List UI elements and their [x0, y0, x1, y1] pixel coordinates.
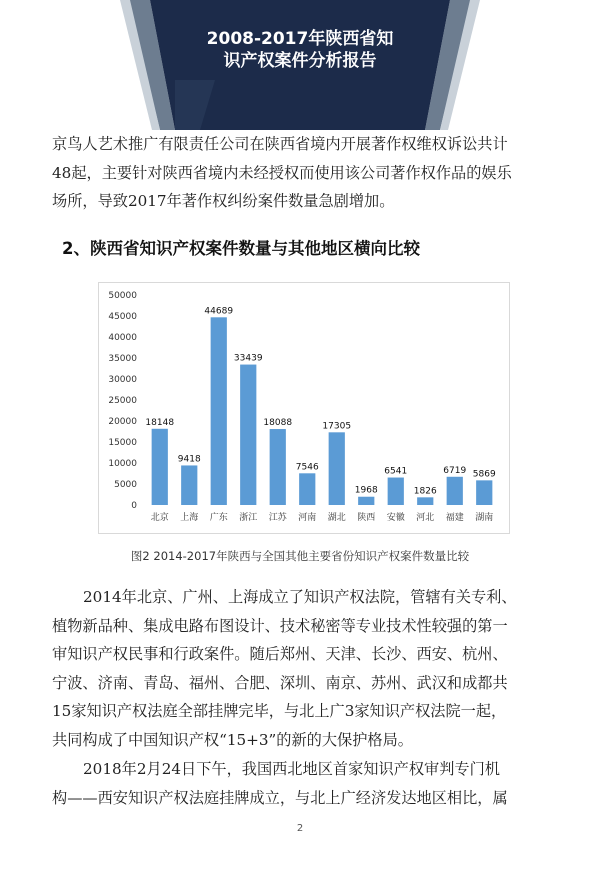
bar-上海 — [181, 465, 197, 505]
text-line: 共同构成了中国知识产权“15+3”的新的大保护格局。 — [52, 730, 413, 749]
data-label: 18148 — [145, 417, 175, 428]
x-category-label: 河南 — [298, 513, 317, 523]
bar-浙江 — [240, 365, 256, 505]
figure-caption: 图2 2014-2017年陕西与全国其他主要省份知识产权案件数量比较 — [130, 549, 470, 563]
x-category-label: 湖南 — [475, 513, 494, 523]
text-line: 京鸟人艺术推广有限责任公司在陕西省境内开展著作权维权诉讼共计 — [52, 135, 508, 153]
bar-chart-canvas — [99, 283, 509, 533]
y-tick-label: 40000 — [108, 333, 137, 343]
bar-北京 — [152, 429, 168, 505]
data-label: 1968 — [354, 485, 378, 496]
intro-paragraph — [52, 130, 552, 216]
data-label: 18088 — [263, 418, 293, 429]
text-line: 构——西安知识产权法庭挂牌成立，与北上广经济发达地区相比，属 — [52, 788, 508, 807]
report-title — [150, 28, 450, 72]
data-label: 17305 — [322, 421, 352, 432]
x-category-label: 广东 — [209, 513, 228, 523]
text-line: 宁波、济南、青岛、福州、合肥、深圳、南京、苏州、武汉和成都共 — [52, 673, 508, 692]
y-tick-label: 45000 — [108, 312, 137, 322]
text-line: 植物新品种、集成电路布图设计、技术秘密等专业技术性较强的第一 — [52, 616, 508, 635]
text-line: 2014年北京、广州、上海成立了知识产权法院，管辖有关专利、 — [83, 588, 517, 606]
y-tick-label: 50000 — [108, 291, 137, 301]
data-label: 7546 — [295, 462, 319, 473]
y-tick-label: 10000 — [108, 459, 137, 469]
section-heading: 2、陕西省知识产权案件数量与其他地区横向比较 — [62, 239, 420, 258]
body-paragraph-1 — [52, 583, 552, 754]
y-tick-label: 15000 — [108, 438, 137, 448]
body-paragraph-2 — [52, 755, 552, 812]
data-label: 6541 — [384, 466, 408, 477]
bar-福建 — [447, 477, 463, 505]
bar-河北 — [417, 497, 433, 505]
data-label: 33439 — [233, 353, 263, 364]
text-line: 15家知识产权法庭全部挂牌完毕，与北上广3家知识产权法院一起， — [52, 702, 507, 720]
x-category-label: 河北 — [416, 513, 435, 523]
y-tick-label: 35000 — [108, 354, 137, 364]
report-title-line-2: 识产权案件分析报告 — [223, 51, 377, 71]
bar-广东 — [211, 317, 227, 505]
bar-湖北 — [329, 432, 345, 505]
x-category-label: 陕西 — [357, 513, 376, 523]
data-label: 5869 — [472, 469, 496, 480]
bar-chart — [98, 282, 510, 534]
y-tick-label: 30000 — [108, 375, 137, 385]
text-line: 场所，导致2017年著作权纠纷案件数量急剧增加。 — [52, 192, 395, 210]
x-category-label: 上海 — [180, 513, 199, 523]
data-label: 1826 — [413, 486, 437, 497]
x-category-label: 湖北 — [327, 513, 346, 523]
y-tick-label: 25000 — [108, 396, 137, 406]
y-tick-label: 5000 — [114, 480, 137, 490]
bar-湖南 — [476, 480, 492, 505]
report-title-line-1: 2008-2017年陕西省知 — [206, 29, 394, 49]
text-line: 2018年2月24日下午，我国西北地区首家知识产权审判专门机 — [83, 760, 500, 778]
bar-安徽 — [388, 478, 404, 505]
data-label: 6719 — [443, 465, 467, 476]
bar-陕西 — [358, 497, 374, 505]
x-category-label: 江苏 — [268, 513, 287, 523]
bar-江苏 — [270, 429, 286, 505]
x-category-label: 福建 — [445, 513, 464, 523]
x-category-label: 浙江 — [239, 513, 258, 523]
text-line: 48起，主要针对陕西省境内未经授权而使用该公司著作权作品的娱乐 — [52, 163, 512, 182]
text-line: 审知识产权民事和行政案件。随后郑州、天津、长沙、西安、杭州、 — [52, 645, 508, 663]
y-tick-label: 0 — [131, 501, 137, 511]
bar-河南 — [299, 473, 315, 505]
page-number: 2 — [296, 823, 304, 834]
x-category-label: 安徽 — [386, 513, 405, 523]
x-category-label: 北京 — [150, 513, 169, 523]
data-label: 44689 — [204, 306, 234, 317]
data-label: 9418 — [177, 454, 201, 465]
y-tick-label: 20000 — [108, 417, 137, 427]
